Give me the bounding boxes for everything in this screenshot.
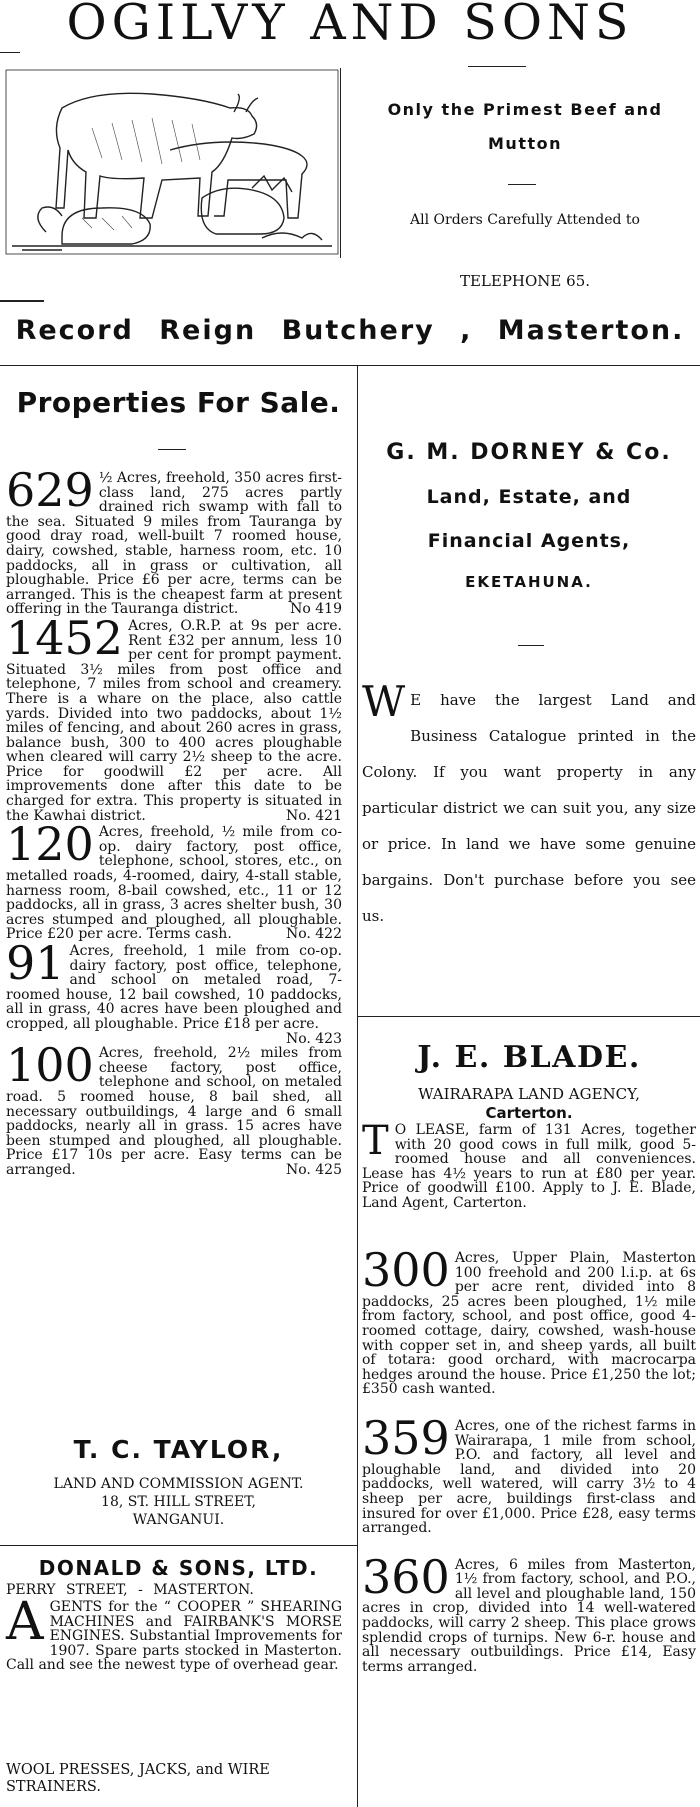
divider (0, 300, 44, 302)
blade-description: Acres, one of the richest farms in Wairarapa, 1 mile from school, P.O. and factory, all level and ploughable land, and divided into 20 paddocks, well watered, will carry 3½ to 4 sheep per acre, buildings first-class and insured for over £1,000. Price £28, easy terms arranged. (362, 1417, 696, 1537)
dorney-body (362, 677, 696, 934)
donald-body (6, 1592, 342, 1674)
divider (158, 449, 186, 450)
blade-initial: T (362, 1118, 389, 1164)
ogilvy-orders: All Orders Carefully Attended to (410, 212, 640, 228)
property-description: Acres, freehold, 1 mile from co-op. dairy factory, post office, telephone, and school on metaled road, 7-roomed house, 12 bail cowshed, 10 paddocks, all in grass, 40 acres have been ploughed and cropped, all ploughable. Price £18 per acre. (6, 943, 342, 1032)
blade-name: J. E. BLADE. (417, 1040, 641, 1075)
blade-listing (362, 1549, 696, 1675)
cattle-illustration (2, 68, 342, 258)
divider (518, 645, 544, 646)
blade-listings (362, 1243, 696, 1675)
blade-lease (362, 1118, 696, 1211)
ogilvy-title: OGILVY AND SONS (66, 0, 634, 51)
dorney-line-3: EKETAHUNA. (465, 573, 593, 591)
dorney-line-1: Land, Estate, and (426, 486, 632, 508)
ogilvy-telephone: TELEPHONE 65. (459, 272, 591, 290)
property-description: Acres, freehold, 2½ miles from cheese factory, post office, telephone and school, on metaled road. 5 roomed house, 8 bail shed, all necessary outbuildings, 4 large and 6 small paddocks, nearly all in grass. 15 acres have been stumped and ploughed, all ploughable. Price £17 10s per acre. Easy terms can be arranged. (6, 1045, 342, 1178)
divider (358, 1016, 700, 1017)
blade-listing (362, 1243, 696, 1398)
blade-acreage: 360 (362, 1549, 450, 1604)
ogilvy-tagline: Only the Primest Beef and (387, 100, 663, 119)
donald-name: DONALD & SONS, LTD. (38, 1556, 319, 1580)
property-acreage: 91 (6, 936, 65, 990)
listing-number: No. 423 (285, 1030, 342, 1047)
taylor-line-1: LAND AND COMMISSION AGENT. (53, 1476, 304, 1492)
divider (0, 52, 20, 53)
property-listings (6, 463, 342, 1178)
property-listing (6, 463, 342, 618)
blade-description: Acres, Upper Plain, Masterton 100 freehold and 200 l.i.p. at 6s per acre rent, divided into 8 paddocks, 25 acres been ploughed, 1½ mile from factory, school, and post office, good 4-roomed cottage, dairy, cowshed, wash-house with copper set in, and sheep yards, all built of totara: good orchard, with macrocarpa hedges around the house. Price £1,250 the lot; £350 cash wanted. (362, 1250, 696, 1398)
dorney-line-2: Financial Agents, (427, 530, 631, 552)
divider (340, 68, 341, 258)
listing-number: No. 422 (285, 926, 342, 943)
property-description: ½ Acres, freehold, 350 acres first-class land, 275 acres partly drained rich swamp with fall to the sea. Situated 9 miles from Tauranga by good dray road, well-built 7 roomed house, dairy, cowshed, stable, harness room, etc. 10 paddocks, all in grass or cultivation, all ploughable. Price £6 per acre, terms can be arranged. This is the cheapest farm at present offering in the Tauranga district. (6, 470, 342, 618)
listing-number: No. 425 (285, 1161, 342, 1178)
taylor-line-3: WANGANUI. (132, 1512, 225, 1528)
properties-heading: Properties For Sale. (16, 386, 341, 419)
property-listing (6, 817, 342, 943)
dorney-text: E have the largest Land and Business Catalogue printed in the Colony. If you want property in any particular district we can suit you, any size or price. In land we have some genuine bargains. Don't purchase before you see us. (362, 691, 696, 925)
donald-initial: A (6, 1592, 44, 1652)
blade-description: Acres, 6 miles from Masterton, 1½ from factory, school, and P.O., all level and ploughable land, 150 acres in crop, divided into 14 well-watered paddocks, will carry 2 sheep. This place grows splendid crops of turnips. New 6-r. house and all necessary outbuildings. Price £14, Easy terms arranged. (362, 1556, 696, 1675)
property-description: Acres, freehold, ½ mile from co-op. dairy factory, post office, telephone, school, stores, etc., on metalled roads, 4-roomed, dairy, 4-stall stable, harness room, 8-bail cowshed, etc., 11 or 12 paddocks, all in grass, 3 acres shelter bush, 30 acres stumped and ploughed, all ploughable. Price £20 per acre. Terms cash. (6, 824, 342, 943)
property-acreage: 100 (6, 1038, 94, 1093)
divider (468, 66, 526, 67)
blade-lease-text: O LEASE, farm of 131 Acres, together with 20 good cows in full milk, good 5-roomed house and all conveniences. Lease has 4½ years to run at £80 per year. Price of goodwill £100. Apply to J. E. Blade, Land Agent, Carterton. (362, 1122, 696, 1211)
dorney-initial: W (362, 677, 406, 726)
property-listing (6, 936, 342, 1047)
property-acreage: 629 (6, 463, 94, 517)
blade-agency: WAIRARAPA LAND AGENCY, (418, 1085, 640, 1103)
blade-acreage: 300 (362, 1243, 450, 1297)
ogilvy-footer: Record Reign Butchery , Masterton. (15, 315, 685, 346)
donald-footer: WOOL PRESSES, JACKS, and WIRE STRAINERS. (6, 1762, 270, 1795)
donald-address: PERRY STREET, - MASTERTON. (6, 1582, 254, 1598)
dorney-name: G. M. DORNEY & Co. (386, 440, 672, 465)
blade-listing (362, 1410, 696, 1537)
blade-place: Carterton. (485, 1104, 573, 1122)
donald-text: GENTS for the “ COOPER ” SHEARING MACHINES and FAIRBANK'S MORSE ENGINES. Substantial Improvements for 1907. Spare parts stocked in Masterton. Call and see the newest type of overhead gear. (6, 1599, 342, 1674)
property-listing (6, 610, 342, 824)
property-description: Acres, O.R.P. at 9s per acre. Rent £32 per annum, less 10 per cent for prompt payment. Situated 3½ miles from post office and telephone, 7 miles from school and creamery. There is a whare on the place, also cattle yards. Divided into two paddocks, about 1½ miles of fencing, and about 260 acres in grass, balance bush, 300 to 400 acres ploughable when cleared will carry 2½ sheep to the acre. Price for goodwill £2 per acre. All improvements done after this date to be charged for extra. This property is situated in the Kawhai district. (6, 617, 342, 824)
taylor-name: T. C. TAYLOR, (73, 1435, 284, 1464)
property-acreage: 120 (6, 817, 94, 872)
divider (0, 1545, 357, 1546)
property-acreage: 1452 (6, 610, 124, 665)
blade-acreage: 359 (362, 1410, 450, 1465)
divider (0, 365, 700, 366)
listing-number: No. 421 (285, 807, 342, 824)
divider (508, 184, 536, 185)
ogilvy-tagline-2: Mutton (488, 134, 562, 153)
listing-number: No 419 (290, 601, 342, 618)
taylor-line-2: 18, ST. HILL STREET, (101, 1494, 256, 1510)
